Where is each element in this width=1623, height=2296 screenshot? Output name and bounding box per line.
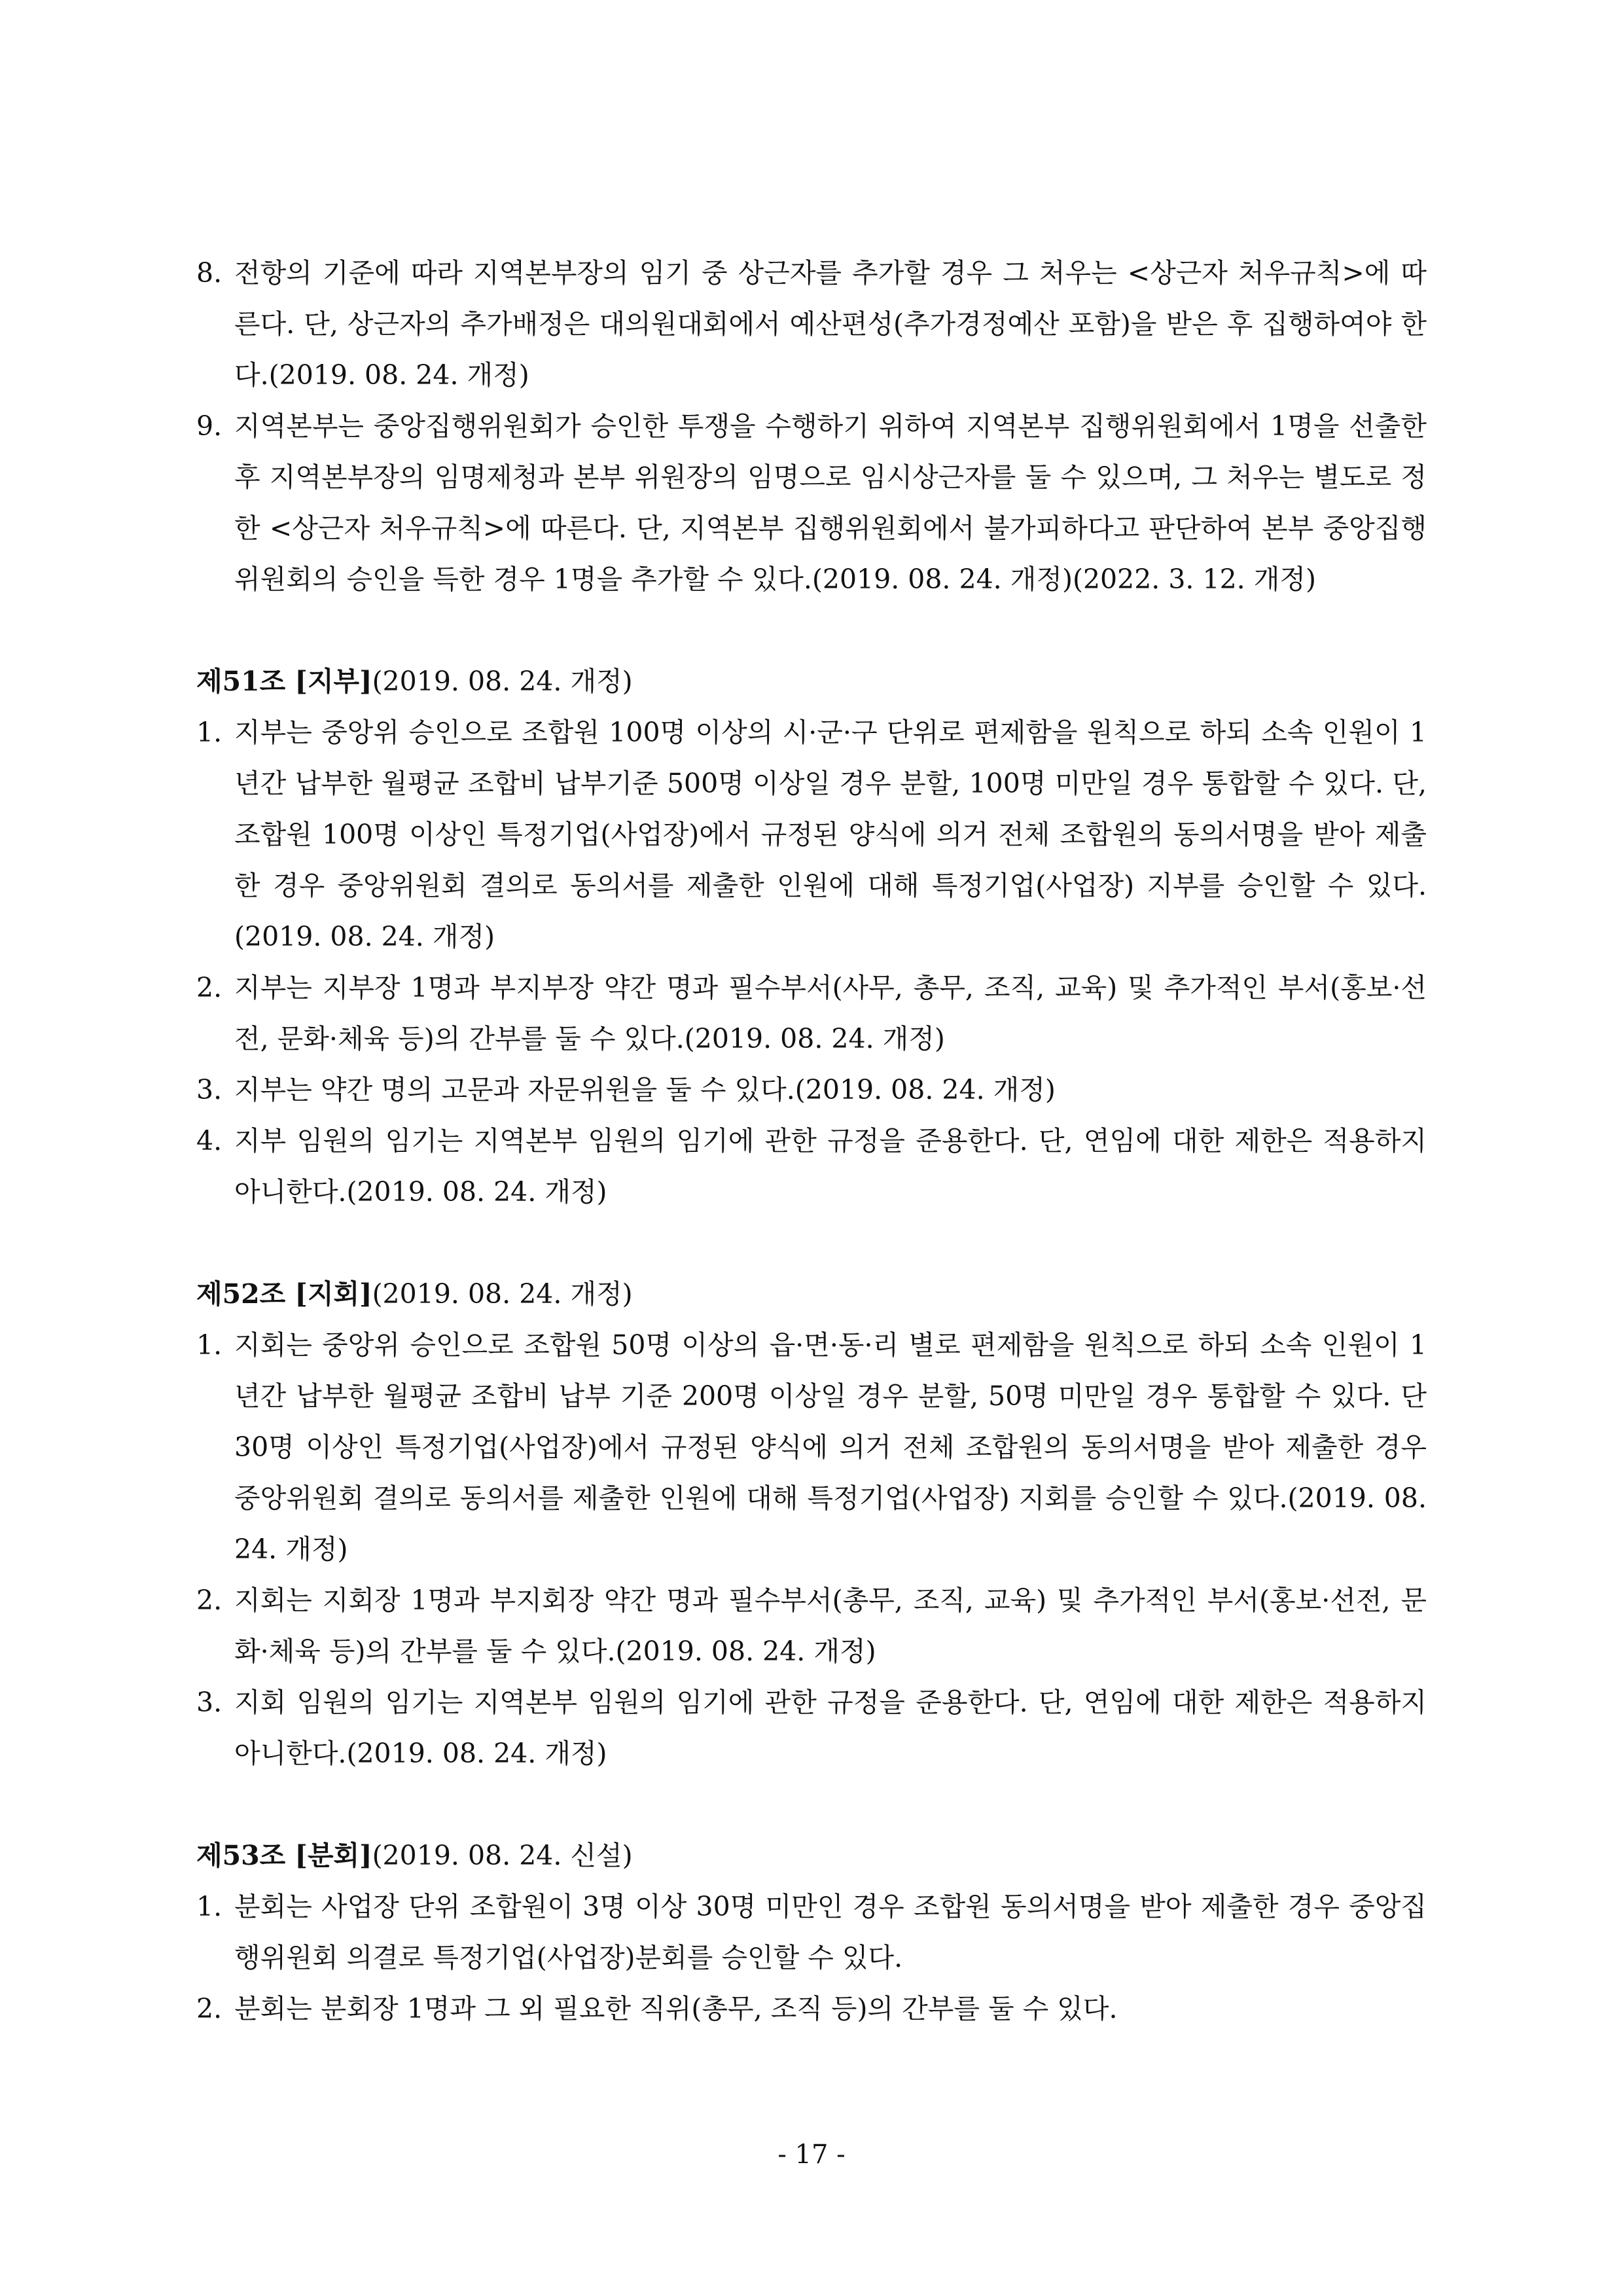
clause-text: 지회는 중앙위 승인으로 조합원 50명 이상의 읍·면·동·리 별로 편제함을 원칙으로 하되 소속 인원이 1년간 납부한 월평균 조합비 납부 기준 200명 이상일 경우 분할, 50명 미만일 경우 통합할 수 있다. 단 30명 이상인 특정기업(사업장)에서 규정된 양식에 의거 전체 조합원의 동의서명을 받아 제출한 경우 중앙위원회 결의로 동의서를 제출한 인원에 대해 특정기업(사업장) 지회를 승인할 수 있다.(2019. 08. 24. 개정) bbox=[234, 1329, 1427, 1565]
clause-item bbox=[196, 1881, 1427, 1983]
clause-list bbox=[196, 1319, 1427, 1779]
clause-list bbox=[196, 707, 1427, 1217]
article-53 bbox=[196, 1830, 1427, 2034]
clause-item bbox=[196, 247, 1427, 401]
document-body bbox=[196, 247, 1427, 2034]
article-heading bbox=[196, 1268, 1427, 1319]
clause-list bbox=[196, 1881, 1427, 2034]
clause-number: 2. bbox=[196, 972, 223, 1003]
article-continuation bbox=[196, 247, 1427, 605]
clause-text: 지역본부는 중앙집행위원회가 승인한 투쟁을 수행하기 위하여 지역본부 집행위원회에서 1명을 선출한 후 지역본부장의 임명제청과 본부 위원장의 임명으로 임시상근자를 둘 수 있으며, 그 처우는 별도로 정한 <상근자 처우규칙>에 따른다. 단, 지역본부 집행위원회에서 불가피하다고 판단하여 본부 중앙집행위원회의 승인을 득한 경우 1명을 추가할 수 있다.(2019. 08. 24. 개정)(2022. 3. 12. 개정) bbox=[234, 410, 1427, 595]
article-note: (2019. 08. 24. 신설) bbox=[372, 1840, 633, 1871]
clause-item bbox=[196, 401, 1427, 605]
article-51 bbox=[196, 656, 1427, 1217]
clause-item bbox=[196, 1115, 1427, 1217]
clause-text: 전항의 기준에 따라 지역본부장의 임기 중 상근자를 추가할 경우 그 처우는 <상근자 처우규칙>에 따른다. 단, 상근자의 추가배정은 대의원대회에서 예산편성(추가경정예산 포함)을 받은 후 집행하여야 한다.(2019. 08. 24. 개정) bbox=[234, 257, 1427, 391]
article-title: 제53조 [분회] bbox=[196, 1840, 372, 1871]
clause-number: 4. bbox=[196, 1125, 223, 1157]
article-heading bbox=[196, 1830, 1427, 1881]
clause-number: 3. bbox=[196, 1074, 223, 1105]
clause-text: 지회는 지회장 1명과 부지회장 약간 명과 필수부서(총무, 조직, 교육) 및 추가적인 부서(홍보·선전, 문화·체육 등)의 간부를 둘 수 있다.(2019. 08. 24. 개정) bbox=[234, 1585, 1427, 1667]
clause-number: 1. bbox=[196, 717, 223, 748]
clause-item bbox=[196, 1983, 1427, 2034]
clause-number: 2. bbox=[196, 1585, 223, 1616]
clause-text: 지부는 중앙위 승인으로 조합원 100명 이상의 시·군·구 단위로 편제함을 원칙으로 하되 소속 인원이 1년간 납부한 월평균 조합비 납부기준 500명 이상일 경우 분할, 100명 미만일 경우 통합할 수 있다. 단, 조합원 100명 이상인 특정기업(사업장)에서 규정된 양식에 의거 전체 조합원의 동의서명을 받아 제출한 경우 중앙위원회 결의로 동의서를 제출한 인원에 대해 특정기업(사업장) 지부를 승인할 수 있다.(2019. 08. 24. 개정) bbox=[234, 717, 1427, 952]
clause-list bbox=[196, 247, 1427, 605]
article-note: (2019. 08. 24. 개정) bbox=[372, 666, 633, 697]
clause-text: 지부 임원의 임기는 지역본부 임원의 임기에 관한 규정을 준용한다. 단, 연임에 대한 제한은 적용하지 아니한다.(2019. 08. 24. 개정) bbox=[234, 1125, 1427, 1208]
clause-item bbox=[196, 707, 1427, 962]
clause-number: 9. bbox=[196, 410, 223, 442]
clause-number: 1. bbox=[196, 1891, 223, 1922]
clause-text: 분회는 분회장 1명과 그 외 필요한 직위(총무, 조직 등)의 간부를 둘 수 있다. bbox=[234, 1993, 1118, 2024]
clause-number: 3. bbox=[196, 1687, 223, 1718]
article-heading bbox=[196, 656, 1427, 707]
clause-number: 1. bbox=[196, 1329, 223, 1361]
article-note: (2019. 08. 24. 개정) bbox=[372, 1278, 633, 1310]
article-52 bbox=[196, 1268, 1427, 1779]
clause-item bbox=[196, 1064, 1427, 1115]
clause-number: 8. bbox=[196, 257, 223, 289]
clause-text: 분회는 사업장 단위 조합원이 3명 이상 30명 미만인 경우 조합원 동의서명을 받아 제출한 경우 중앙집행위원회 의결로 특정기업(사업장)분회를 승인할 수 있다. bbox=[234, 1891, 1427, 1973]
clause-item bbox=[196, 1677, 1427, 1779]
clause-item bbox=[196, 1575, 1427, 1677]
clause-item bbox=[196, 1319, 1427, 1575]
clause-text: 지회 임원의 임기는 지역본부 임원의 임기에 관한 규정을 준용한다. 단, 연임에 대한 제한은 적용하지 아니한다.(2019. 08. 24. 개정) bbox=[234, 1687, 1427, 1769]
clause-text: 지부는 약간 명의 고문과 자문위원을 둘 수 있다.(2019. 08. 24. 개정) bbox=[234, 1074, 1056, 1105]
page-number: - 17 - bbox=[777, 2140, 846, 2170]
article-title: 제52조 [지회] bbox=[196, 1278, 372, 1310]
clause-number: 2. bbox=[196, 1993, 223, 2024]
article-title: 제51조 [지부] bbox=[196, 666, 372, 697]
clause-item bbox=[196, 962, 1427, 1064]
clause-text: 지부는 지부장 1명과 부지부장 약간 명과 필수부서(사무, 총무, 조직, 교육) 및 추가적인 부서(홍보·선전, 문화·체육 등)의 간부를 둘 수 있다.(2019. 08. 24. 개정) bbox=[234, 972, 1427, 1054]
